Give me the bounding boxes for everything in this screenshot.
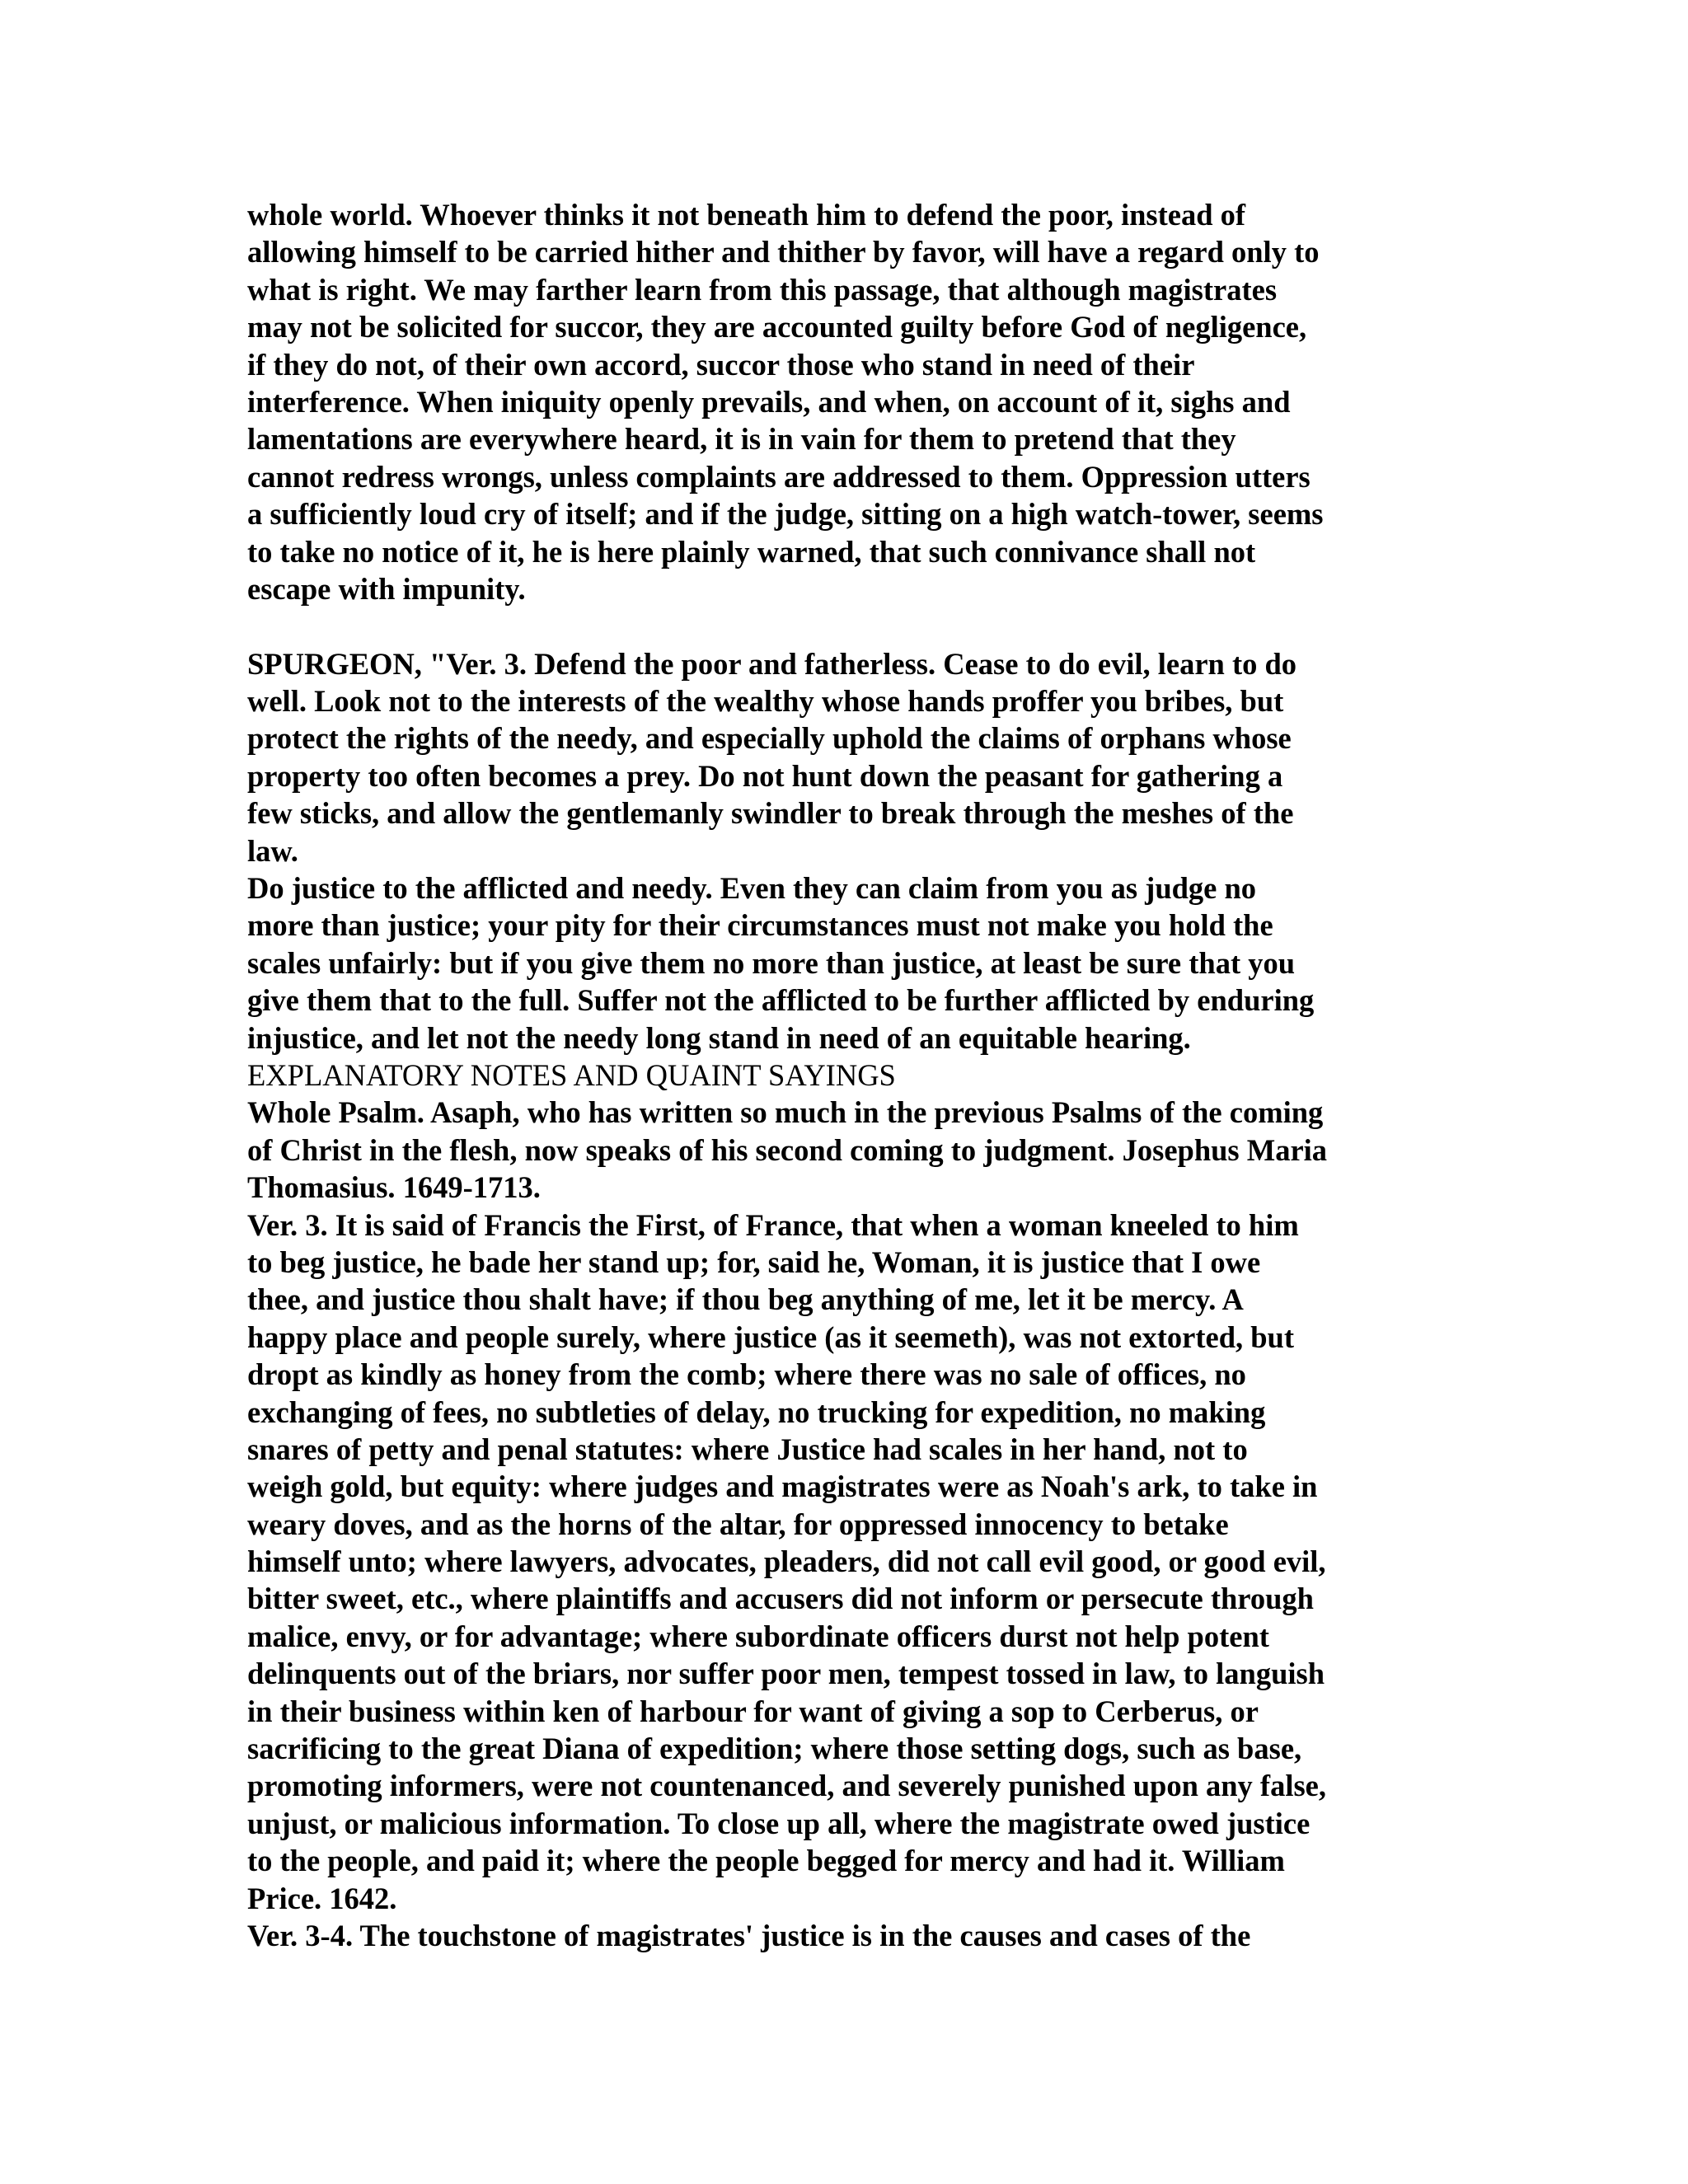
paragraph-ver-3-4: [247, 1917, 1451, 1954]
text-line: himself unto; where lawyers, advocates, pleaders, did not call evil good, or good evil,: [247, 1544, 1326, 1579]
text-line: promoting informers, were not countenanced, and severely punished upon any false,: [247, 1769, 1327, 1803]
text-line: interference. When iniquity openly prevails, and when, on account of it, sighs and: [247, 384, 1291, 419]
text-line: scales unfairly: but if you give them no more than justice, at least be sure that you: [247, 945, 1296, 980]
paragraph-do-justice: [247, 869, 1451, 1057]
text-line: happy place and people surely, where justice (as it seemeth), was not extorted, but: [247, 1319, 1295, 1354]
text-line: a sufficiently loud cry of itself; and if the judge, sitting on a high watch-tower, seems: [247, 497, 1324, 532]
paragraph-ver-3: [247, 1207, 1451, 1917]
text-line: what is right. We may farther learn from this passage, that although magistrates: [247, 272, 1278, 307]
text-line: if they do not, of their own accord, succor those who stand in need of their: [247, 347, 1195, 382]
text-line: in their business within ken of harbour for want of giving a sop to Cerberus, or: [247, 1694, 1259, 1728]
text-line: injustice, and let not the needy long stand in need of an equitable hearing.: [247, 1020, 1191, 1055]
text-line: law.: [247, 833, 298, 868]
text-line: delinquents out of the briars, nor suffer poor men, tempest tossed in law, to languish: [247, 1657, 1325, 1691]
text-line: malice, envy, or for advantage; where subordinate officers durst not help potent: [247, 1619, 1269, 1653]
paragraph-calvin-continuation: [247, 196, 1451, 607]
text-line: Thomasius. 1649-1713.: [247, 1170, 541, 1205]
text-line: Ver. 3. It is said of Francis the First, of France, that when a woman kneeled to him: [247, 1207, 1299, 1242]
text-line: property too often becomes a prey. Do not hunt down the peasant for gathering a: [247, 758, 1283, 793]
text-line: to take no notice of it, he is here plainly warned, that such connivance shall not: [247, 534, 1256, 569]
paragraph-whole-psalm: [247, 1094, 1451, 1206]
text-line: SPURGEON, "Ver. 3. Defend the poor and fatherless. Cease to do evil, learn to do: [247, 646, 1297, 681]
text-line: allowing himself to be carried hither and thither by favor, will have a regard only to: [247, 235, 1320, 269]
text-line: Do justice to the afflicted and needy. Even they can claim from you as judge no: [247, 871, 1257, 906]
text-line: snares of petty and penal statutes: where Justice had scales in her hand, not to: [247, 1432, 1248, 1466]
text-line: thee, and justice thou shalt have; if thou beg anything of me, let it be mercy. A: [247, 1282, 1244, 1317]
text-line: dropt as kindly as honey from the comb; where there was no sale of offices, no: [247, 1357, 1246, 1392]
text-line: bitter sweet, etc., where plaintiffs and accusers did not inform or persecute through: [247, 1582, 1314, 1616]
text-line: few sticks, and allow the gentlemanly swindler to break through the meshes of the: [247, 796, 1294, 831]
text-line: to the people, and paid it; where the people begged for mercy and had it. William: [247, 1844, 1285, 1878]
text-line: exchanging of fees, no subtleties of delay, no trucking for expedition, no making: [247, 1394, 1266, 1429]
text-line: of Christ in the flesh, now speaks of his second coming to judgment. Josephus Maria: [247, 1132, 1328, 1167]
paragraph-spurgeon: [247, 645, 1451, 869]
paragraph-spacer: [247, 607, 1451, 644]
text-line: well. Look not to the interests of the wealthy whose hands proffer you bribes, but: [247, 684, 1284, 719]
text-line: escape with impunity.: [247, 571, 526, 606]
text-line: protect the rights of the needy, and especially uphold the claims of orphans whose: [247, 721, 1292, 756]
text-line: may not be solicited for succor, they are accounted guilty before God of negligence,: [247, 310, 1307, 344]
text-line: more than justice; your pity for their circumstances must not make you hold the: [247, 908, 1273, 943]
text-line: cannot redress wrongs, unless complaints are addressed to them. Oppression utters: [247, 459, 1311, 494]
text-line: to beg justice, he bade her stand up; for, said he, Woman, it is justice that I owe: [247, 1244, 1261, 1279]
text-line: Price. 1642.: [247, 1881, 397, 1915]
text-line: Whole Psalm. Asaph, who has written so much in the previous Psalms of the coming: [247, 1095, 1324, 1130]
document-body: [247, 196, 1451, 1954]
section-heading: EXPLANATORY NOTES AND QUAINT SAYINGS: [247, 1057, 896, 1092]
text-line: whole world. Whoever thinks it not beneath him to defend the poor, instead of: [247, 198, 1246, 232]
text-line: sacrificing to the great Diana of expedition; where those setting dogs, such as base,: [247, 1732, 1302, 1766]
text-line: weary doves, and as the horns of the altar, for oppressed innocency to betake: [247, 1507, 1229, 1541]
text-line: unjust, or malicious information. To close up all, where the magistrate owed justice: [247, 1806, 1311, 1840]
text-line: lamentations are everywhere heard, it is in vain for them to pretend that they: [247, 422, 1236, 457]
text-line: weigh gold, but equity: where judges and magistrates were as Noah's ark, to take in: [247, 1469, 1318, 1504]
text-line: give them that to the full. Suffer not the afflicted to be further afflicted by enduring: [247, 983, 1315, 1018]
text-line: Ver. 3-4. The touchstone of magistrates' justice is in the causes and cases of the: [247, 1918, 1251, 1952]
